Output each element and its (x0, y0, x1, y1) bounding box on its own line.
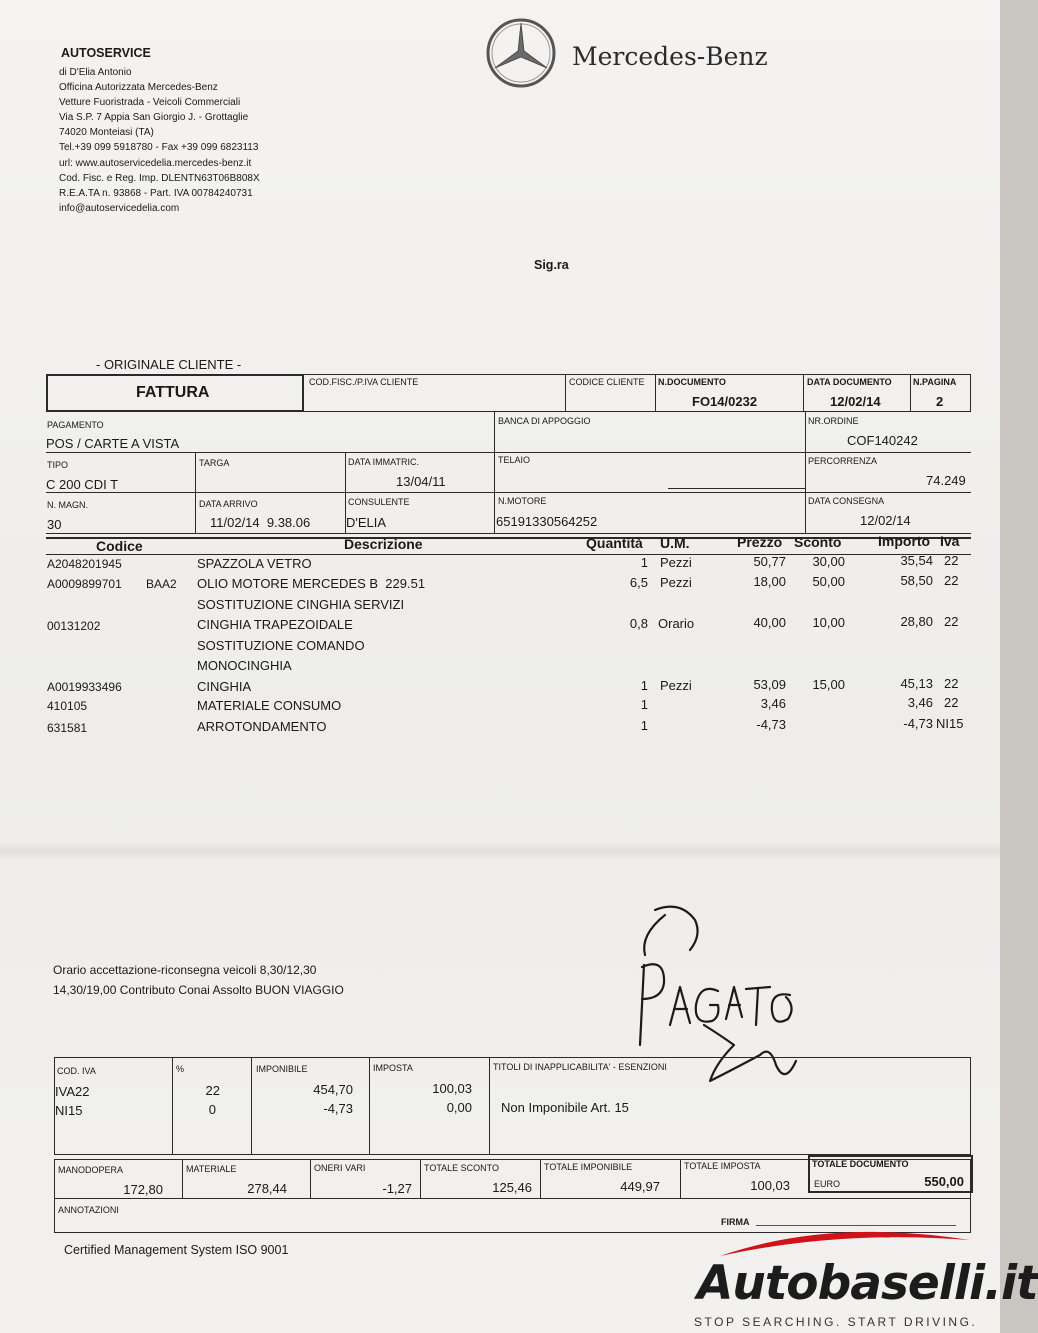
item-descrizione: SOSTITUZIONE CINGHIA SERVIZI (197, 597, 405, 612)
item-codice: A0009899701 (47, 577, 122, 591)
item-extra: BAA2 (146, 577, 177, 591)
item-codice: 410105 (47, 699, 88, 713)
vat-row-perc: 22 (205, 1083, 220, 1098)
vat-row-cod: IVA22 (55, 1084, 90, 1099)
vat-perc-label: % (176, 1064, 185, 1074)
vat-row-perc: 0 (208, 1102, 216, 1117)
company-name: AUTOSERVICE (61, 46, 151, 60)
brand-wordmark: Mercedes-Benz (572, 42, 768, 71)
telaio-label: TELAIO (498, 455, 531, 465)
company-line: Cod. Fisc. e Reg. Imp. DLENTN63T06B808X (59, 172, 260, 184)
table-row (0, 597, 1000, 615)
item-um: Orario (658, 616, 695, 631)
vat-row-imponibile: 454,70 (313, 1082, 353, 1097)
vat-titoli-label: TITOLI DI INAPPLICABILITA' - ESENZIONI (493, 1062, 667, 1072)
item-descrizione: MONOCINGHIA (197, 658, 292, 673)
data-consegna-label: DATA CONSEGNA (808, 496, 885, 506)
note-line: Orario accettazione-riconsegna veicoli 8,30/12,30 (53, 963, 317, 977)
consulente-label: CONSULENTE (348, 497, 410, 507)
manodopera-value: 172,80 (123, 1182, 163, 1197)
table-row (0, 573, 1000, 594)
company-line: R.E.A.TA n. 93868 - Part. IVA 00784240731 (59, 187, 253, 199)
item-iva: 22 (944, 553, 959, 568)
item-sconto: 30,00 (812, 554, 845, 569)
vat-row-cod: NI15 (55, 1103, 83, 1118)
copy-label: - ORIGINALE CLIENTE - (96, 357, 242, 372)
vat-row-imposta: 100,03 (432, 1081, 472, 1096)
pagamento-value: POS / CARTE A VISTA (46, 436, 180, 451)
totale-sconto-label: TOTALE SCONTO (424, 1163, 500, 1173)
item-quantita: 1 (640, 718, 648, 733)
divider (251, 1057, 252, 1155)
totale-documento-label: TOTALE DOCUMENTO (812, 1159, 909, 1169)
item-um: Pezzi (660, 575, 692, 590)
item-importo: 35,54 (900, 553, 933, 568)
item-um: Pezzi (660, 555, 692, 570)
totale-imposta-label: TOTALE IMPOSTA (684, 1161, 761, 1171)
materiale-value: 278,44 (247, 1181, 287, 1196)
n-documento-label: N.DOCUMENTO (658, 377, 726, 387)
col-iva: Iva (940, 533, 960, 549)
col-quantita: Quantità (586, 535, 643, 551)
divider (655, 374, 656, 412)
company-line: Officina Autorizzata Mercedes-Benz (59, 82, 218, 94)
pagamento-label: PAGAMENTO (47, 420, 104, 430)
item-codice: 00131202 (47, 619, 101, 633)
col-descrizione: Descrizione (344, 536, 423, 552)
table-row (0, 658, 1000, 676)
tipo-value: C 200 CDI T (46, 477, 119, 492)
currency-label: EURO (814, 1179, 841, 1189)
vat-esenzione: Non Imponibile Art. 15 (501, 1100, 629, 1115)
item-codice: 631581 (47, 721, 88, 735)
tipo-label: TIPO (47, 460, 69, 470)
annotazioni-label: ANNOTAZIONI (58, 1205, 119, 1215)
n-magn-label: N. MAGN. (47, 500, 89, 510)
item-iva: 22 (944, 614, 959, 629)
n-motore-label: N.MOTORE (498, 496, 547, 506)
item-codice: A0019933496 (47, 680, 122, 694)
totale-imponibile-value: 449,97 (620, 1179, 660, 1194)
item-importo: 45,13 (900, 676, 933, 691)
col-prezzo: Prezzo (737, 534, 783, 550)
n-pagina: 2 (936, 394, 944, 409)
note-line: 14,30/19,00 Contributo Conai Assolto BUON VIAGGIO (53, 983, 344, 997)
item-importo: 3,46 (907, 695, 933, 710)
divider (540, 1159, 541, 1199)
company-line: Tel.+39 099 5918780 - Fax +39 099 6823113 (59, 142, 259, 154)
vat-row-imponibile: -4,73 (323, 1101, 353, 1116)
nr-ordine-label: NR.ORDINE (808, 416, 859, 426)
item-quantita: 1 (640, 697, 648, 712)
divider (182, 1159, 183, 1199)
divider (310, 1159, 311, 1199)
oneri-label: ONERI VARI (314, 1163, 366, 1173)
divider (494, 452, 495, 533)
totale-imponibile-label: TOTALE IMPONIBILE (544, 1162, 633, 1172)
manodopera-label: MANODOPERA (58, 1165, 124, 1175)
codice-cliente-label: CODICE CLIENTE (569, 377, 645, 387)
watermark-tagline: STOP SEARCHING. START DRIVING. (694, 1315, 978, 1329)
divider (910, 374, 911, 412)
notes (53, 960, 344, 1000)
recipient-title: Sig.ra (534, 258, 569, 272)
col-um: U.M. (660, 535, 690, 551)
item-descrizione: MATERIALE CONSUMO (197, 698, 342, 713)
table-row (0, 695, 1000, 716)
item-prezzo: 40,00 (753, 615, 786, 630)
divider (680, 1159, 681, 1199)
divider (803, 374, 804, 412)
divider (420, 1159, 421, 1199)
item-iva: 22 (944, 695, 959, 710)
item-iva: NI15 (936, 716, 964, 731)
totale-imposta-value: 100,03 (750, 1178, 790, 1193)
item-prezzo: 53,09 (753, 677, 786, 692)
totale-documento-value: 550,00 (924, 1174, 964, 1189)
certification: Certified Management System ISO 9001 (64, 1243, 289, 1257)
col-sconto: Sconto (794, 534, 842, 550)
data-consegna-value: 12/02/14 (860, 513, 911, 528)
item-um: Pezzi (660, 678, 692, 693)
item-iva: 22 (944, 676, 959, 691)
item-quantita: 6,5 (629, 575, 648, 590)
data-immatric-value: 13/04/11 (396, 474, 446, 489)
percorrenza-value: 74.249 (926, 473, 966, 488)
doc-type: FATTURA (136, 384, 210, 401)
item-sconto: 50,00 (812, 574, 845, 589)
firma-label: FIRMA (721, 1217, 750, 1227)
item-prezzo: 18,00 (753, 574, 786, 589)
targa-label: TARGA (199, 458, 230, 468)
item-prezzo: 3,46 (760, 696, 786, 711)
consulente-value: D'ELIA (346, 515, 387, 530)
company-line: Vetture Fuoristrada - Veicoli Commerciali (59, 97, 241, 109)
divider (805, 412, 806, 533)
company-line: Via S.P. 7 Appia San Giorgio J. - Grottaglie (59, 112, 249, 124)
data-immatric-label: DATA IMMATRIC. (348, 457, 419, 467)
item-importo: 28,80 (900, 614, 933, 629)
watermark-brand: Autobaselli.it (697, 1256, 1038, 1311)
data-documento: 12/02/14 (830, 394, 881, 409)
n-motore-value: 65191330564252 (496, 514, 598, 529)
banca-label: BANCA DI APPOGGIO (498, 416, 591, 426)
table-row (0, 614, 1000, 635)
company-line: url: www.autoservicedelia.mercedes-benz.it (59, 157, 252, 169)
divider (46, 492, 971, 493)
item-prezzo: 50,77 (753, 554, 786, 569)
divider (494, 412, 495, 452)
materiale-label: MATERIALE (186, 1164, 237, 1174)
vat-row-imposta: 0,00 (446, 1100, 472, 1115)
divider (489, 1057, 490, 1155)
col-importo: Importo (878, 533, 931, 549)
col-codice: Codice (96, 538, 143, 554)
item-codice: A2048201945 (47, 557, 122, 571)
vat-cod-label: COD. IVA (57, 1066, 96, 1076)
paid-handwriting-text: PAGATO (820, 1095, 825, 1096)
data-arrivo-label: DATA ARRIVO (199, 499, 258, 509)
totale-sconto-value: 125,46 (492, 1180, 532, 1195)
divider (565, 374, 566, 412)
item-importo: -4,73 (903, 716, 933, 731)
item-sconto: 10,00 (812, 615, 845, 630)
n-documento: FO14/0232 (692, 394, 758, 409)
table-row (0, 553, 1000, 574)
item-iva: 22 (944, 573, 959, 588)
mercedes-star-icon (485, 17, 557, 89)
item-prezzo: -4,73 (756, 717, 786, 732)
item-descrizione: ARROTONDAMENTO (197, 719, 327, 734)
item-descrizione: OLIO MOTORE MERCEDES B 229.51 (197, 576, 426, 591)
item-quantita: 0,8 (629, 616, 648, 631)
item-descrizione: SPAZZOLA VETRO (197, 556, 312, 571)
table-row (0, 638, 1000, 656)
table-row (0, 676, 1000, 697)
item-sconto: 15,00 (812, 677, 845, 692)
divider (195, 452, 196, 533)
company-line: di D'Elia Antonio (59, 67, 132, 78)
data-arrivo-value: 11/02/14 9.38.06 (210, 515, 311, 530)
vat-imposta-label: IMPOSTA (373, 1063, 413, 1073)
n-pagina-label: N.PAGINA (913, 377, 957, 387)
vat-imponibile-label: IMPONIBILE (256, 1064, 308, 1074)
company-details (59, 65, 260, 216)
divider (46, 452, 971, 453)
n-magn-value: 30 (47, 517, 62, 532)
item-descrizione: CINGHIA (197, 679, 252, 694)
item-descrizione: CINGHIA TRAPEZOIDALE (197, 617, 353, 632)
item-importo: 58,50 (900, 573, 933, 588)
item-quantita: 1 (640, 555, 648, 570)
table-row (0, 716, 1000, 737)
company-line: info@autoservicedelia.com (59, 202, 180, 214)
data-documento-label: DATA DOCUMENTO (807, 377, 892, 387)
cod-fisc-label: COD.FISC./P.IVA CLIENTE (309, 377, 419, 387)
company-line: 74020 Monteiasi (TA) (59, 127, 154, 139)
item-quantita: 1 (640, 678, 648, 693)
oneri-value: -1,27 (382, 1181, 412, 1196)
divider (369, 1057, 370, 1155)
percorrenza-label: PERCORRENZA (808, 456, 878, 466)
nr-ordine-value: COF140242 (847, 433, 918, 448)
divider (172, 1057, 173, 1155)
divider (668, 488, 805, 489)
paper-fold (0, 842, 1000, 860)
item-descrizione: SOSTITUZIONE COMANDO (197, 638, 365, 653)
